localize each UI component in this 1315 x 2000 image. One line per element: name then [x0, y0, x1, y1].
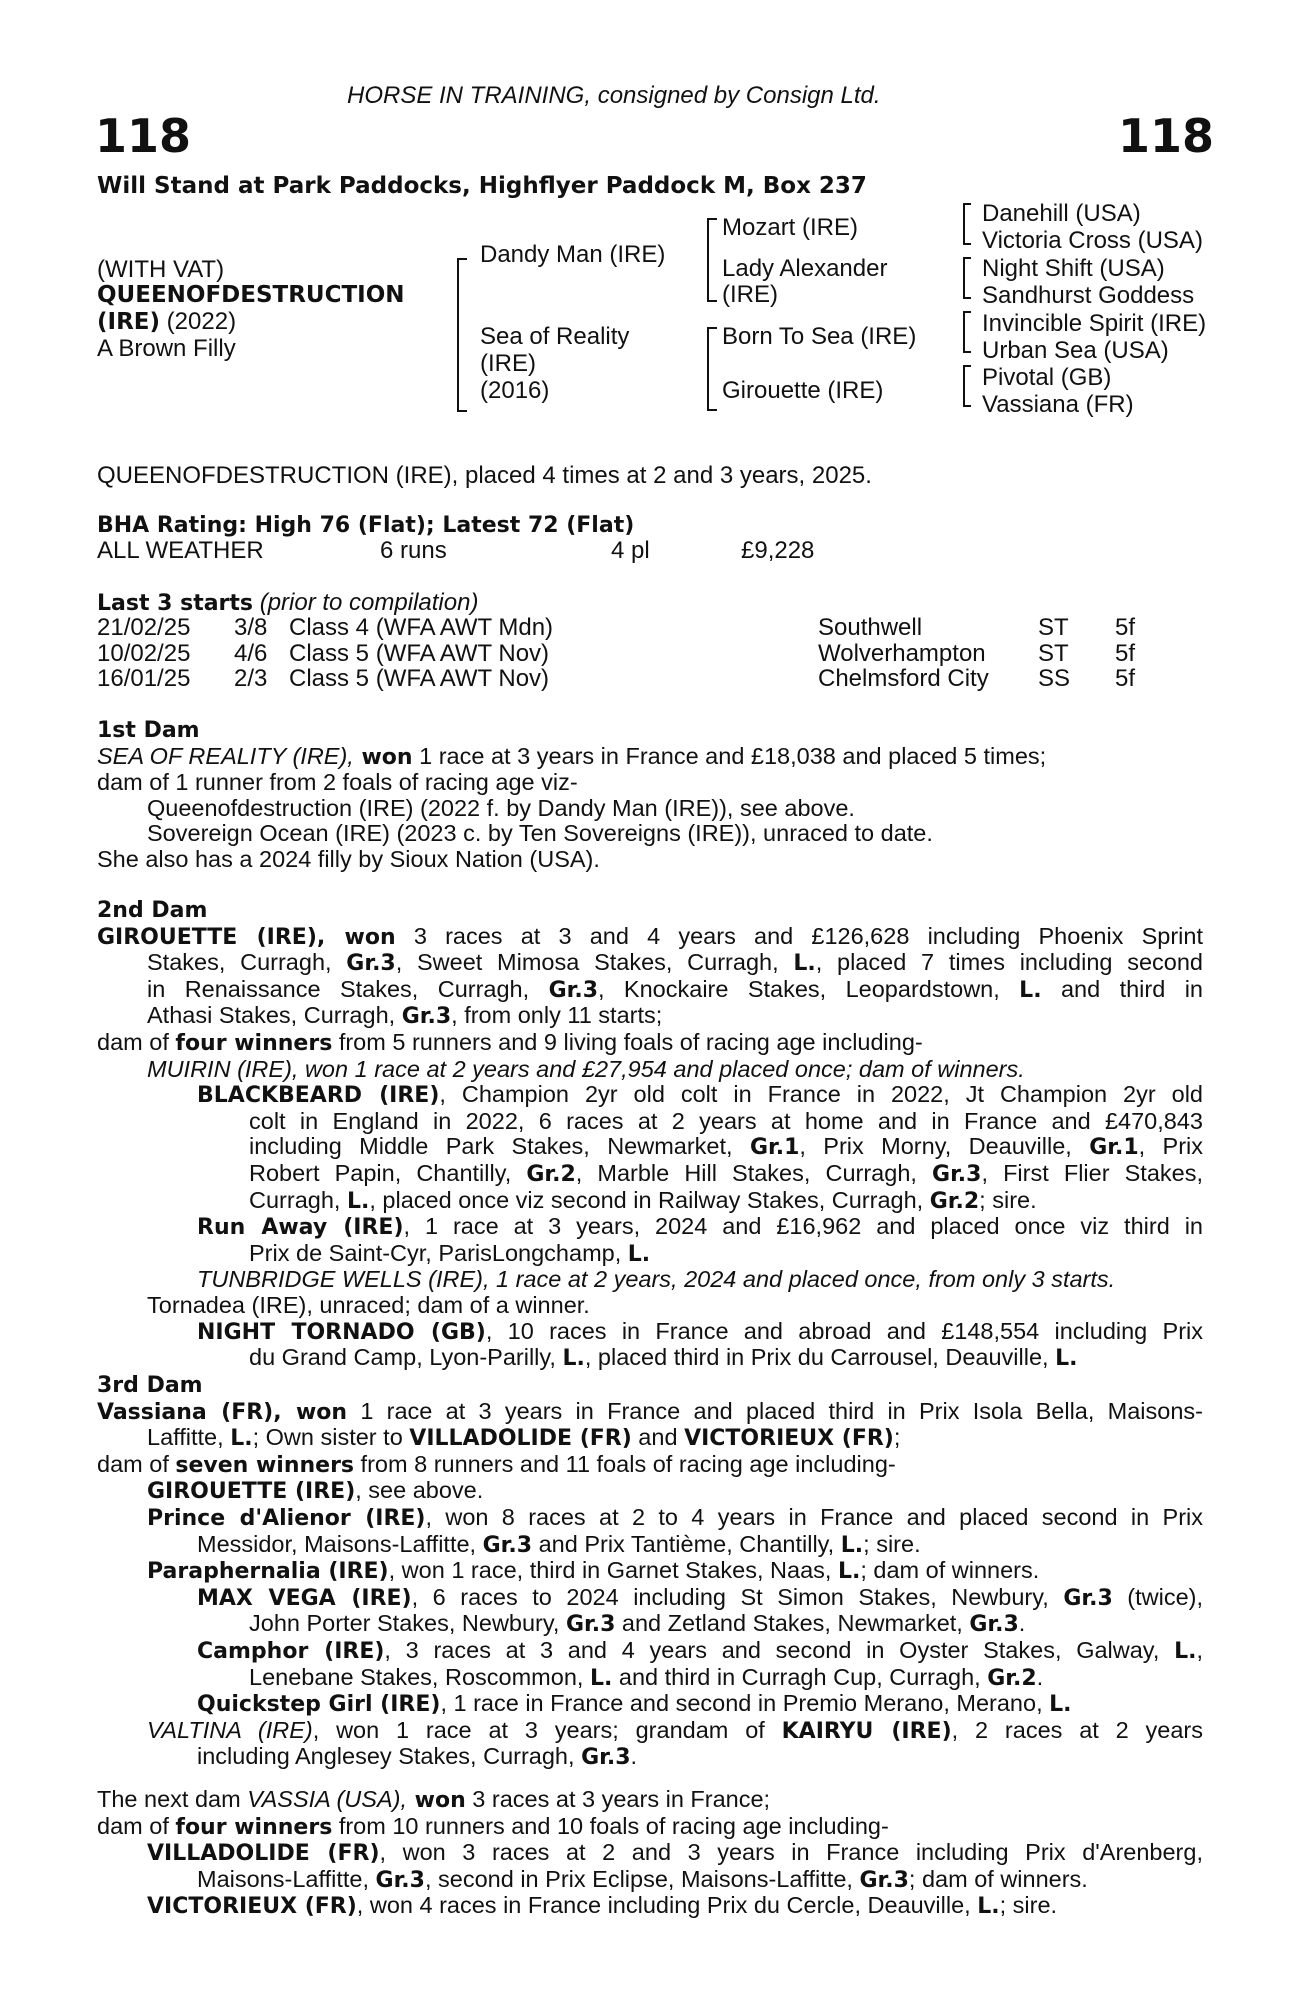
- last-starts-heading: Last 3 starts (prior to compilation): [97, 589, 479, 616]
- list-item: Prince d'Alienor (IRE), won 8 races at 2 to 4 years in France and placed second in Prix: [147, 1503, 1203, 1531]
- third-dam-section: [97, 1373, 1203, 1771]
- list-item: Tornadea (IRE), unraced; dam of a winner.: [147, 1291, 590, 1318]
- second-dam-section: [97, 898, 1203, 1372]
- dd-sire: Pivotal (GB): [982, 364, 1112, 391]
- text-line: Vassiana (FR), won 1 race at 3 years in France and placed third in Prix Isola Bella, Maisons-: [97, 1397, 1203, 1425]
- first-dam-section: [97, 718, 1203, 873]
- ds-dam: Urban Sea (USA): [982, 337, 1169, 364]
- list-item: VALTINA (IRE), won 1 race at 3 years; grandam of KAIRYU (IRE), 2 races at 2 years: [147, 1716, 1204, 1744]
- list-item: Run Away (IRE), 1 race at 3 years, 2024 and £16,962 and placed once viz third in: [197, 1213, 1203, 1241]
- list-item: MUIRIN (IRE), won 1 race at 2 years and £27,954 and placed once; dam of winners.: [147, 1055, 1025, 1082]
- start-surface: ST: [1038, 639, 1069, 667]
- ss-dam: Victoria Cross (USA): [982, 227, 1203, 254]
- text-line: John Porter Stakes, Newbury, Gr.3 and Zetland Stakes, Newmarket, Gr.3.: [249, 1610, 1026, 1638]
- list-item: TUNBRIDGE WELLS (IRE), 1 race at 2 years, 2024 and placed once, from only 3 starts.: [197, 1266, 1116, 1293]
- start-surface: SS: [1038, 665, 1071, 692]
- horse-origin: (IRE) (2022): [97, 308, 237, 335]
- text-line: Curragh, L., placed once viz second in Railway Stakes, Curragh, Gr.2; sire.: [249, 1186, 1037, 1214]
- section-heading: 3rd Dam: [97, 1373, 203, 1398]
- horse-description: A Brown Filly: [97, 335, 236, 362]
- dam-year: (2016): [480, 377, 550, 404]
- rating-surface: ALL WEATHER: [97, 537, 264, 564]
- text-line: dam of four winners from 10 runners and 10 foals of racing age including-: [97, 1812, 889, 1840]
- text-line: Laffitte, L.; Own sister to VILLADOLIDE (FR) and VICTORIEUX (FR);: [147, 1424, 901, 1452]
- start-distance: 5f: [1115, 639, 1136, 667]
- section-heading: 1st Dam: [97, 718, 200, 743]
- horse-summary: QUEENOFDESTRUCTION (IRE), placed 4 times at 2 and 3 years, 2025.: [97, 462, 872, 489]
- text-line: GIROUETTE (IRE), won 3 races at 3 and 4 years and £126,628 including Phoenix Sprint: [97, 922, 1203, 950]
- pedigree-brace: [963, 203, 971, 245]
- start-date: 21/02/25: [97, 614, 191, 641]
- text-line: Robert Papin, Chantilly, Gr.2, Marble Hill Stakes, Curragh, Gr.3, First Flier Stakes,: [249, 1159, 1203, 1187]
- start-race: Class 5 (WFA AWT Nov): [289, 665, 550, 692]
- vat-note: (WITH VAT): [97, 256, 225, 283]
- start-surface: ST: [1038, 614, 1069, 641]
- start-date: 16/01/25: [97, 665, 191, 692]
- list-item: Camphor (IRE), 3 races at 3 and 4 years and second in Oyster Stakes, Galway, L.,: [197, 1636, 1203, 1664]
- lot-number-right: 118: [1118, 109, 1215, 163]
- list-item: Paraphernalia (IRE), won 1 race, third in Garnet Stakes, Naas, L.; dam of winners.: [147, 1557, 1040, 1585]
- text-line: Messidor, Maisons-Laffitte, Gr.3 and Prix Tantième, Chantilly, L.; sire.: [197, 1530, 921, 1558]
- ss-sire: Danehill (USA): [982, 200, 1141, 227]
- dd-dam: Vassiana (FR): [982, 391, 1134, 418]
- text-line: dam of seven winners from 8 runners and 11 foals of racing age including-: [97, 1450, 896, 1478]
- sire-sire: Mozart (IRE): [722, 214, 859, 241]
- text-line: colt in England in 2022, 6 races at 2 years at home and in France and £470,843: [249, 1107, 1203, 1134]
- text-line: Athasi Stakes, Curragh, Gr.3, from only 11 starts;: [147, 1002, 663, 1030]
- ds-sire: Invincible Spirit (IRE): [982, 310, 1207, 337]
- start-position: 3/8: [234, 614, 268, 641]
- text-line: Lenebane Stakes, Roscommon, L. and third in Curragh Cup, Curragh, Gr.2.: [249, 1663, 1044, 1691]
- dam-origin: (IRE): [480, 350, 536, 377]
- list-item: GIROUETTE (IRE), see above.: [147, 1477, 484, 1505]
- text-line: The next dam VASSIA (USA), won 3 races at 3 years in France;: [97, 1786, 771, 1813]
- text-line: du Grand Camp, Lyon-Parilly, L., placed third in Prix du Carrousel, Deauville, L.: [249, 1344, 1078, 1372]
- start-course: Wolverhampton: [818, 639, 986, 667]
- start-position: 4/6: [234, 639, 268, 667]
- text-line: SEA OF REALITY (IRE), won 1 race at 3 years in France and £18,038 and placed 5 times;: [97, 742, 1047, 770]
- text-line: in Renaissance Stakes, Curragh, Gr.3, Knockaire Stakes, Leopardstown, L. and third in: [147, 975, 1203, 1003]
- start-position: 2/3: [234, 665, 268, 692]
- pedigree-brace: [707, 218, 717, 302]
- catalogue-subtitle: HORSE IN TRAINING, consigned by Consign Ltd.: [347, 82, 881, 109]
- sire-dam: Lady Alexander: [722, 255, 888, 282]
- pedigree-brace: [457, 258, 467, 412]
- rating-placed: 4 pl: [611, 537, 650, 564]
- list-item: VICTORIEUX (FR), won 4 races in France including Prix du Cercle, Deauville, L.; sire.: [147, 1892, 1058, 1920]
- start-race: Class 4 (WFA AWT Mdn): [289, 614, 554, 641]
- text-line: dam of 1 runner from 2 foals of racing age viz-: [97, 769, 578, 796]
- list-item: Sovereign Ocean (IRE) (2023 c. by Ten Sovereigns (IRE)), unraced to date.: [147, 820, 933, 847]
- pedigree-brace: [963, 257, 971, 299]
- horse-name: QUEENOFDESTRUCTION: [97, 282, 405, 308]
- pedigree-brace: [707, 327, 717, 411]
- sd-dam: Sandhurst Goddess: [982, 282, 1195, 309]
- text-line: including Anglesey Stakes, Curragh, Gr.3.: [197, 1743, 638, 1771]
- start-distance: 5f: [1115, 614, 1136, 641]
- text-line: Prix de Saint-Cyr, ParisLongchamp, L.: [249, 1239, 651, 1267]
- pedigree-brace: [963, 365, 971, 407]
- start-distance: 5f: [1115, 665, 1136, 692]
- list-item: BLACKBEARD (IRE), Champion 2yr old colt in France in 2022, Jt Champion 2yr old: [197, 1081, 1203, 1109]
- stand-location: Will Stand at Park Paddocks, Highflyer Paddock M, Box 237: [97, 173, 867, 199]
- list-item: Queenofdestruction (IRE) (2022 f. by Dandy Man (IRE)), see above.: [147, 794, 855, 821]
- start-race: Class 5 (WFA AWT Nov): [289, 639, 550, 667]
- text-line: including Middle Park Stakes, Newmarket, Gr.1, Prix Morny, Deauville, Gr.1, Prix: [249, 1133, 1204, 1161]
- sd-sire: Night Shift (USA): [982, 255, 1165, 282]
- pedigree-brace: [963, 311, 971, 353]
- dam-dam: Girouette (IRE): [722, 377, 884, 404]
- section-heading: 2nd Dam: [97, 898, 208, 923]
- list-item: Quickstep Girl (IRE), 1 race in France and second in Premio Merano, Merano, L.: [197, 1690, 1072, 1718]
- sire-dam-origin: (IRE): [722, 281, 778, 308]
- start-course: Chelmsford City: [818, 665, 989, 692]
- list-item: MAX VEGA (IRE), 6 races to 2024 including St Simon Stakes, Newbury, Gr.3 (twice),: [197, 1583, 1203, 1611]
- start-course: Southwell: [818, 614, 923, 641]
- start-date: 10/02/25: [97, 639, 191, 667]
- lot-number-left: 118: [95, 109, 192, 163]
- dam: Sea of Reality: [480, 323, 630, 350]
- dam-sire: Born To Sea (IRE): [722, 323, 917, 350]
- text-line: Maisons-Laffitte, Gr.3, second in Prix Eclipse, Maisons-Laffitte, Gr.3; dam of winners.: [197, 1865, 1088, 1893]
- sire: Dandy Man (IRE): [480, 241, 666, 268]
- text-line: Stakes, Curragh, Gr.3, Sweet Mimosa Stakes, Curragh, L., placed 7 times including second: [147, 949, 1203, 977]
- rating-earnings: £9,228: [741, 537, 815, 564]
- rating-runs: 6 runs: [380, 537, 447, 564]
- text-line: dam of four winners from 5 runners and 9 living foals of racing age including-: [97, 1028, 923, 1056]
- text-line: She also has a 2024 filly by Sioux Nation (USA).: [97, 845, 600, 872]
- next-dam-section: [97, 1787, 1203, 1920]
- list-item: VILLADOLIDE (FR), won 3 races at 2 and 3 years in France including Prix d'Arenberg,: [147, 1839, 1203, 1867]
- list-item: NIGHT TORNADO (GB), 10 races in France and abroad and £148,554 including Prix: [197, 1317, 1203, 1345]
- bha-rating: BHA Rating: High 76 (Flat); Latest 72 (Flat): [97, 513, 635, 538]
